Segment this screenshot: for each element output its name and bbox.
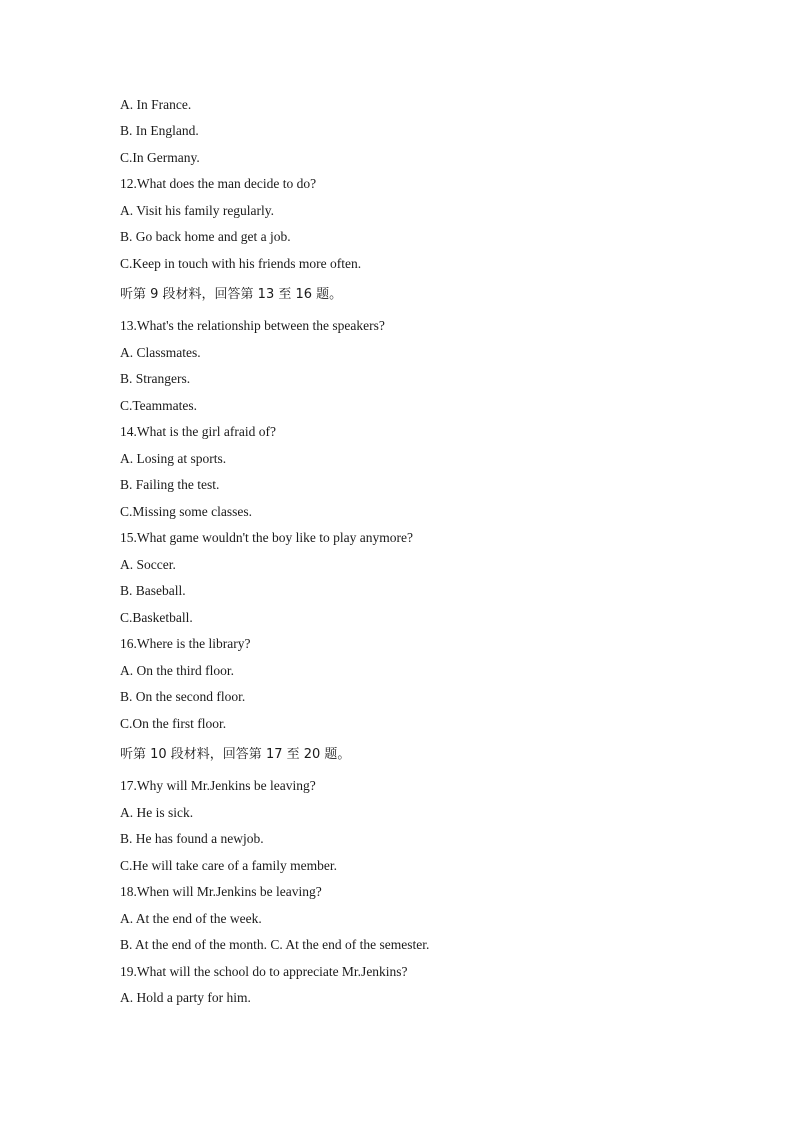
answer-option: C.Missing some classes. (120, 504, 253, 519)
answer-option: C.On the first floor. (120, 716, 227, 731)
question-text: 13.What's the relationship between the speakers? (120, 318, 385, 333)
answer-option: B. At the end of the month. C. At the end of the semester. (120, 937, 430, 952)
answer-option: A. Soccer. (120, 557, 176, 572)
answer-option: B. He has found a newjob. (120, 831, 264, 846)
answer-option: A. Hold a party for him. (120, 990, 251, 1005)
answer-option: B. Baseball. (120, 583, 186, 598)
answer-option: A. Classmates. (120, 345, 201, 360)
answer-option: B. On the second floor. (120, 689, 246, 704)
answer-option: A. At the end of the week. (120, 911, 262, 926)
question-text: 15.What game wouldn't the boy like to play anymore? (120, 530, 413, 545)
answer-option: B. Go back home and get a job. (120, 229, 291, 244)
answer-option: C.Teammates. (120, 398, 198, 413)
answer-option: C.He will take care of a family member. (120, 858, 338, 873)
answer-option: A. He is sick. (120, 805, 194, 820)
answer-option: A. Visit his family regularly. (120, 203, 275, 218)
answer-option: A. Losing at sports. (120, 451, 227, 466)
question-text: 18.When will Mr.Jenkins be leaving? (120, 884, 322, 899)
answer-option: A. In France. (120, 97, 192, 112)
question-text: 14.What is the girl afraid of? (120, 424, 276, 439)
answer-option: C.Basketball. (120, 610, 193, 625)
answer-option: C.In Germany. (120, 150, 200, 165)
question-text: 19.What will the school do to appreciate Mr.Jenkins? (120, 964, 408, 979)
question-text: 12.What does the man decide to do? (120, 176, 317, 191)
answer-option: C.Keep in touch with his friends more often. (120, 256, 362, 271)
section-instruction: 听第 9 段材料，回答第 13 至 16 题。 (120, 287, 343, 302)
question-text: 17.Why will Mr.Jenkins be leaving? (120, 778, 316, 793)
answer-option: B. Failing the test. (120, 477, 220, 492)
answer-option: A. On the third floor. (120, 663, 234, 678)
answer-option: B. In England. (120, 123, 199, 138)
question-text: 16.Where is the library? (120, 636, 251, 651)
section-instruction: 听第 10 段材料，回答第 17 至 20 题。 (120, 747, 351, 762)
answer-option: B. Strangers. (120, 371, 191, 386)
